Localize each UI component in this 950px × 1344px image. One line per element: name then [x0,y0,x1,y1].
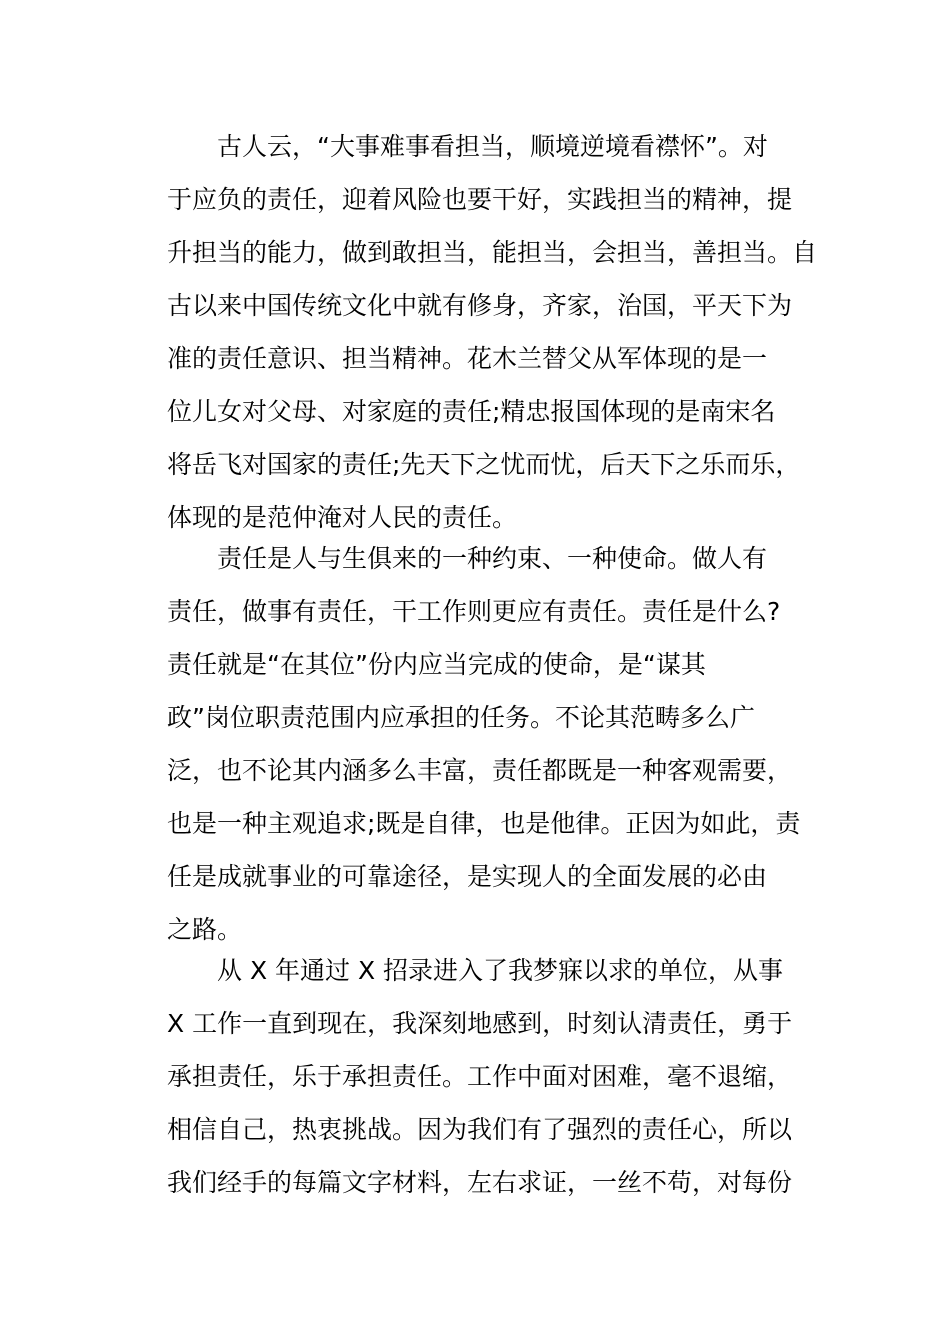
paragraph-1 [167,120,818,544]
paragraph-line: 从 X 年通过 X 招录进入了我梦寐以求的单位，从事 [167,956,784,985]
paragraph-line: 政”岗位职责范围内应承担的任务。不论其范畴多么广 [167,703,755,732]
paragraph-line: 体现的是范仲淹对人民的责任。 [167,503,518,532]
paragraph-line: 相信自己，热衷挑战。因为我们有了强烈的责任心，所以 [167,1115,793,1144]
paragraph-line: 承担责任，乐于承担责任。工作中面对困难，毫不退缩， [167,1062,793,1091]
paragraph-line: 任是成就事业的可靠途径，是实现人的全面发展的必由 [167,862,768,891]
paragraph-line: 也是一种主观追求;既是自律，也是他律。正因为如此，责 [167,809,801,838]
paragraph-line: 责任是人与生俱来的一种约束、一种使命。做人有 [167,544,768,573]
paragraph-line: 升担当的能力，做到敢担当，能担当，会担当，善担当。自 [167,238,818,267]
paragraph-line: X 工作一直到现在，我深刻地感到，时刻认清责任，勇于 [167,1009,793,1038]
paragraph-2 [167,532,801,956]
paragraph-line: 我们经手的每篇文字材料，左右求证，一丝不苟，对每份 [167,1168,793,1197]
paragraph-line: 准的责任意识、担当精神。花木兰替父从军体现的是一 [167,344,768,373]
paragraph-line: 责任，做事有责任，干工作则更应有责任。责任是什么? [167,597,781,626]
paragraph-line: 古人云，“大事难事看担当，顺境逆境看襟怀”。对 [167,132,768,161]
paragraph-line: 将岳飞对国家的责任;先天下之忧而忧，后天下之乐而乐， [167,450,801,479]
paragraph-line: 之路。 [167,915,243,944]
paragraph-line: 位儿女对父母、对家庭的责任;精忠报国体现的是南宋名 [167,397,776,426]
paragraph-3 [167,944,793,1209]
paragraph-line: 于应负的责任，迎着风险也要干好，实践担当的精神，提 [167,185,793,214]
paragraph-line: 古以来中国传统文化中就有修身，齐家，治国，平天下为 [167,291,793,320]
paragraph-line: 泛，也不论其内涵多么丰富，责任都既是一种客观需要， [167,756,793,785]
paragraph-line: 责任就是“在其位”份内应当完成的使命，是“谋其 [167,650,706,679]
